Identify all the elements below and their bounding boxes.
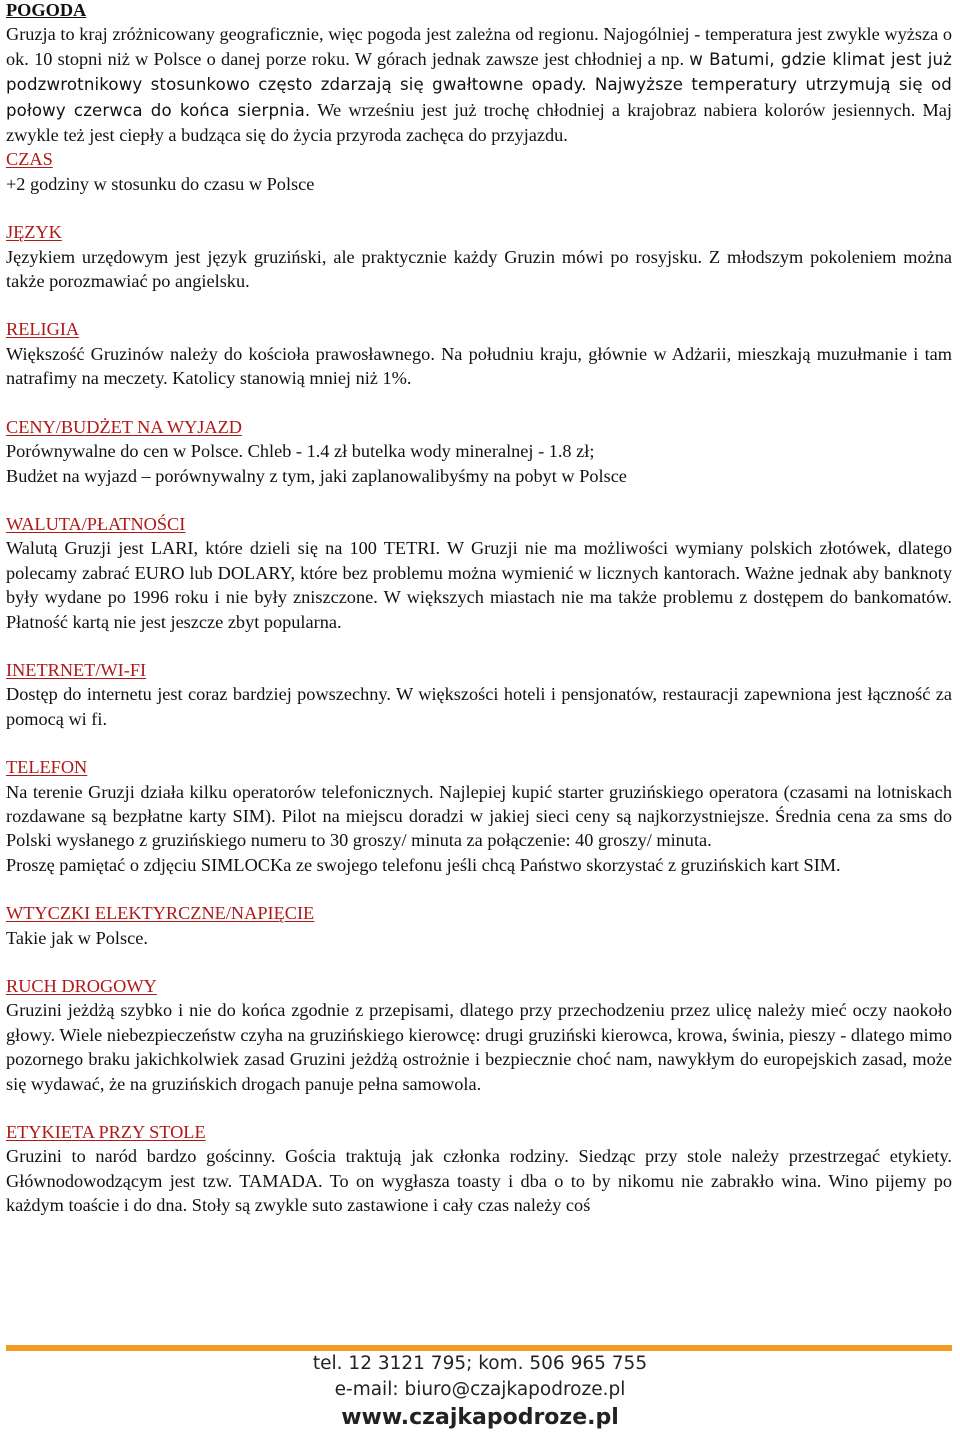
section-traffic	[6, 974, 952, 1096]
section-currency	[6, 512, 952, 634]
currency-text: Walutą Gruzji jest LARI, które dzieli się na 100 TETRI. W Gruzji nie ma możliwości wymiany polskich złotówek, dlatego polecamy zabrać EURO lub DOLARY, które bez problemu można wymienić w licznych kantorach. Ważne jednak aby banknoty były wydane po 1996 roku i nie były zniszczone. W większych miastach nie ma także problemu z dostępem do bankomatów. Płatność kartą nie jest jeszcze zbyt popularna.	[6, 538, 952, 632]
section-heading-etiquette: ETYKIETA PRZY STOLE	[6, 1122, 206, 1143]
plugs-text: Takie jak w Polsce.	[6, 927, 148, 948]
time-text: +2 godziny w stosunku do czasu w Polsce	[6, 173, 315, 194]
footer-website: www.czajkapodroze.pl	[341, 1405, 619, 1430]
section-language	[6, 220, 952, 293]
etiquette-text: Gruzini to naród bardzo gościnny. Gościa traktują jak członka rodziny. Siedząc przy stole należy przestrzegać etykiety. Głównodowodzącym jest tzw. TAMADA. To on wygłasza toasty i dba o to by nikomu nie zabrakło wina. Wino pijemy po każdym toaście i do dna. Stoły są zwykle suto zastawione i cały czas należy coś	[6, 1146, 952, 1216]
section-etiquette	[6, 1120, 952, 1218]
section-phone	[6, 755, 952, 877]
internet-text: Dostęp do internetu jest coraz bardziej powszechny. W większości hoteli i pensjonatów, restauracji zapewniona jest łączność za pomocą wi fi.	[6, 684, 952, 729]
weather-text-start: Gruzja to kraj zróżnicowany geograficznie, więc pogoda jest zależna od regionu. Najogólniej - temperatura jest zwykle wyższa o ok. 10 stopni niż w Polsce o danej porze roku. W górach jednak zawsze jest chłodniej a np.	[6, 24, 952, 69]
section-prices	[6, 415, 952, 488]
prices-line-1: Porównywalne do cen w Polsce. Chleb - 1.4 zł butelka wody mineralnej - 1.8 zł;	[6, 441, 595, 462]
document-body	[6, 0, 952, 1218]
section-time	[6, 147, 952, 196]
section-heading-time: CZAS	[6, 149, 53, 170]
religion-text: Większość Gruzinów należy do kościoła prawosławnego. Na południu kraju, głównie w Adżarii, mieszkają muzułmanie i tam natrafimy na meczety. Katolicy stanowią mniej niż 1%.	[6, 343, 952, 389]
section-heading-phone: TELEFON	[6, 757, 88, 778]
footer	[0, 1351, 960, 1433]
section-plugs	[6, 901, 952, 950]
section-heading-religion: RELIGIA	[6, 319, 80, 340]
section-heading-language: JĘZYK	[6, 222, 62, 243]
section-heading-traffic: RUCH DROGOWY	[6, 976, 157, 996]
section-religion	[6, 317, 952, 390]
prices-line-2: Budżet na wyjazd – porównywalny z tym, jaki zaplanowalibyśmy na pobyt w Polsce	[6, 465, 627, 486]
section-heading-internet: INETRNET/WI-FI	[6, 659, 147, 680]
weather-text-end: We wrześniu jest już trochę chłodniej a krajobraz nabiera kolorów jesiennych. Maj zwykle też jest ciepły a budząca się do życia przyroda zachęca do przyjazdu.	[6, 99, 952, 146]
traffic-text: Gruzini jeżdżą szybko i nie do końca zgodnie z przepisami, dlatego przy przechodzeniu przez ulicę należy mieć oczy naokoło głowy. Wiele niebezpieczeństw czyha na gruzińskiego kierowcę: drugi gruziński kierowca, krowa, świnia, pieszy - dlatego mimo pozornego braku jakichkolwiek zasad Gruzini jeżdżą ostrożnie i bezpiecznie choć nam, nawykłym do europejskich zasad, może się wydawać, że na gruzińskich drogach panuje pełna samowola.	[6, 1000, 952, 1094]
section-heading-currency: WALUTA/PŁATNOŚCI	[6, 513, 186, 534]
section-heading-weather: POGODA	[6, 0, 87, 20]
weather-paragraph	[6, 22, 952, 147]
section-weather	[6, 0, 952, 147]
language-text: Językiem urzędowym jest język gruziński, ale praktycznie każdy Gruzin mówi po rosyjsku. Z młodszym pokoleniem można także porozmawiać po angielsku.	[6, 246, 952, 292]
section-heading-plugs: WTYCZKI ELEKTYRCZNE/NAPIĘCIE	[6, 903, 315, 924]
phone-text-1: Na terenie Gruzji działa kilku operatorów telefonicznych. Najlepiej kupić starter gruzińskiego operatora (czasami na lotniskach rozdawane są bezpłatne karty SIM). Pilot na miejscu doradzi w jakiej sieci ceny są najkorzystniejsze. Średnia cena za sms do Polski wysłanego z gruzińskiego numeru to 30 groszy/ minuta za połączenie: 40 groszy/ minuta.	[6, 781, 952, 851]
phone-text-2: Proszę pamiętać o zdjęciu SIMLOCKa ze swojego telefonu jeśli chcą Państwo skorzystać z gruzińskich kart SIM.	[6, 854, 841, 875]
weather-text-middle: w Batumi, gdzie klimat jest już podzwrotnikowy stosunkowo często zdarzają się gwałtowne opady. Najwyższe temperatury utrzymują się od połowy czerwca do końca sierpnia.	[6, 49, 952, 120]
section-internet	[6, 658, 952, 731]
section-heading-prices: CENY/BUDŻET NA WYJAZD	[6, 416, 242, 437]
footer-phone: tel. 12 3121 795; kom. 506 965 755	[312, 1353, 648, 1374]
footer-email: e-mail: biuro@czajkapodroze.pl	[334, 1379, 626, 1400]
